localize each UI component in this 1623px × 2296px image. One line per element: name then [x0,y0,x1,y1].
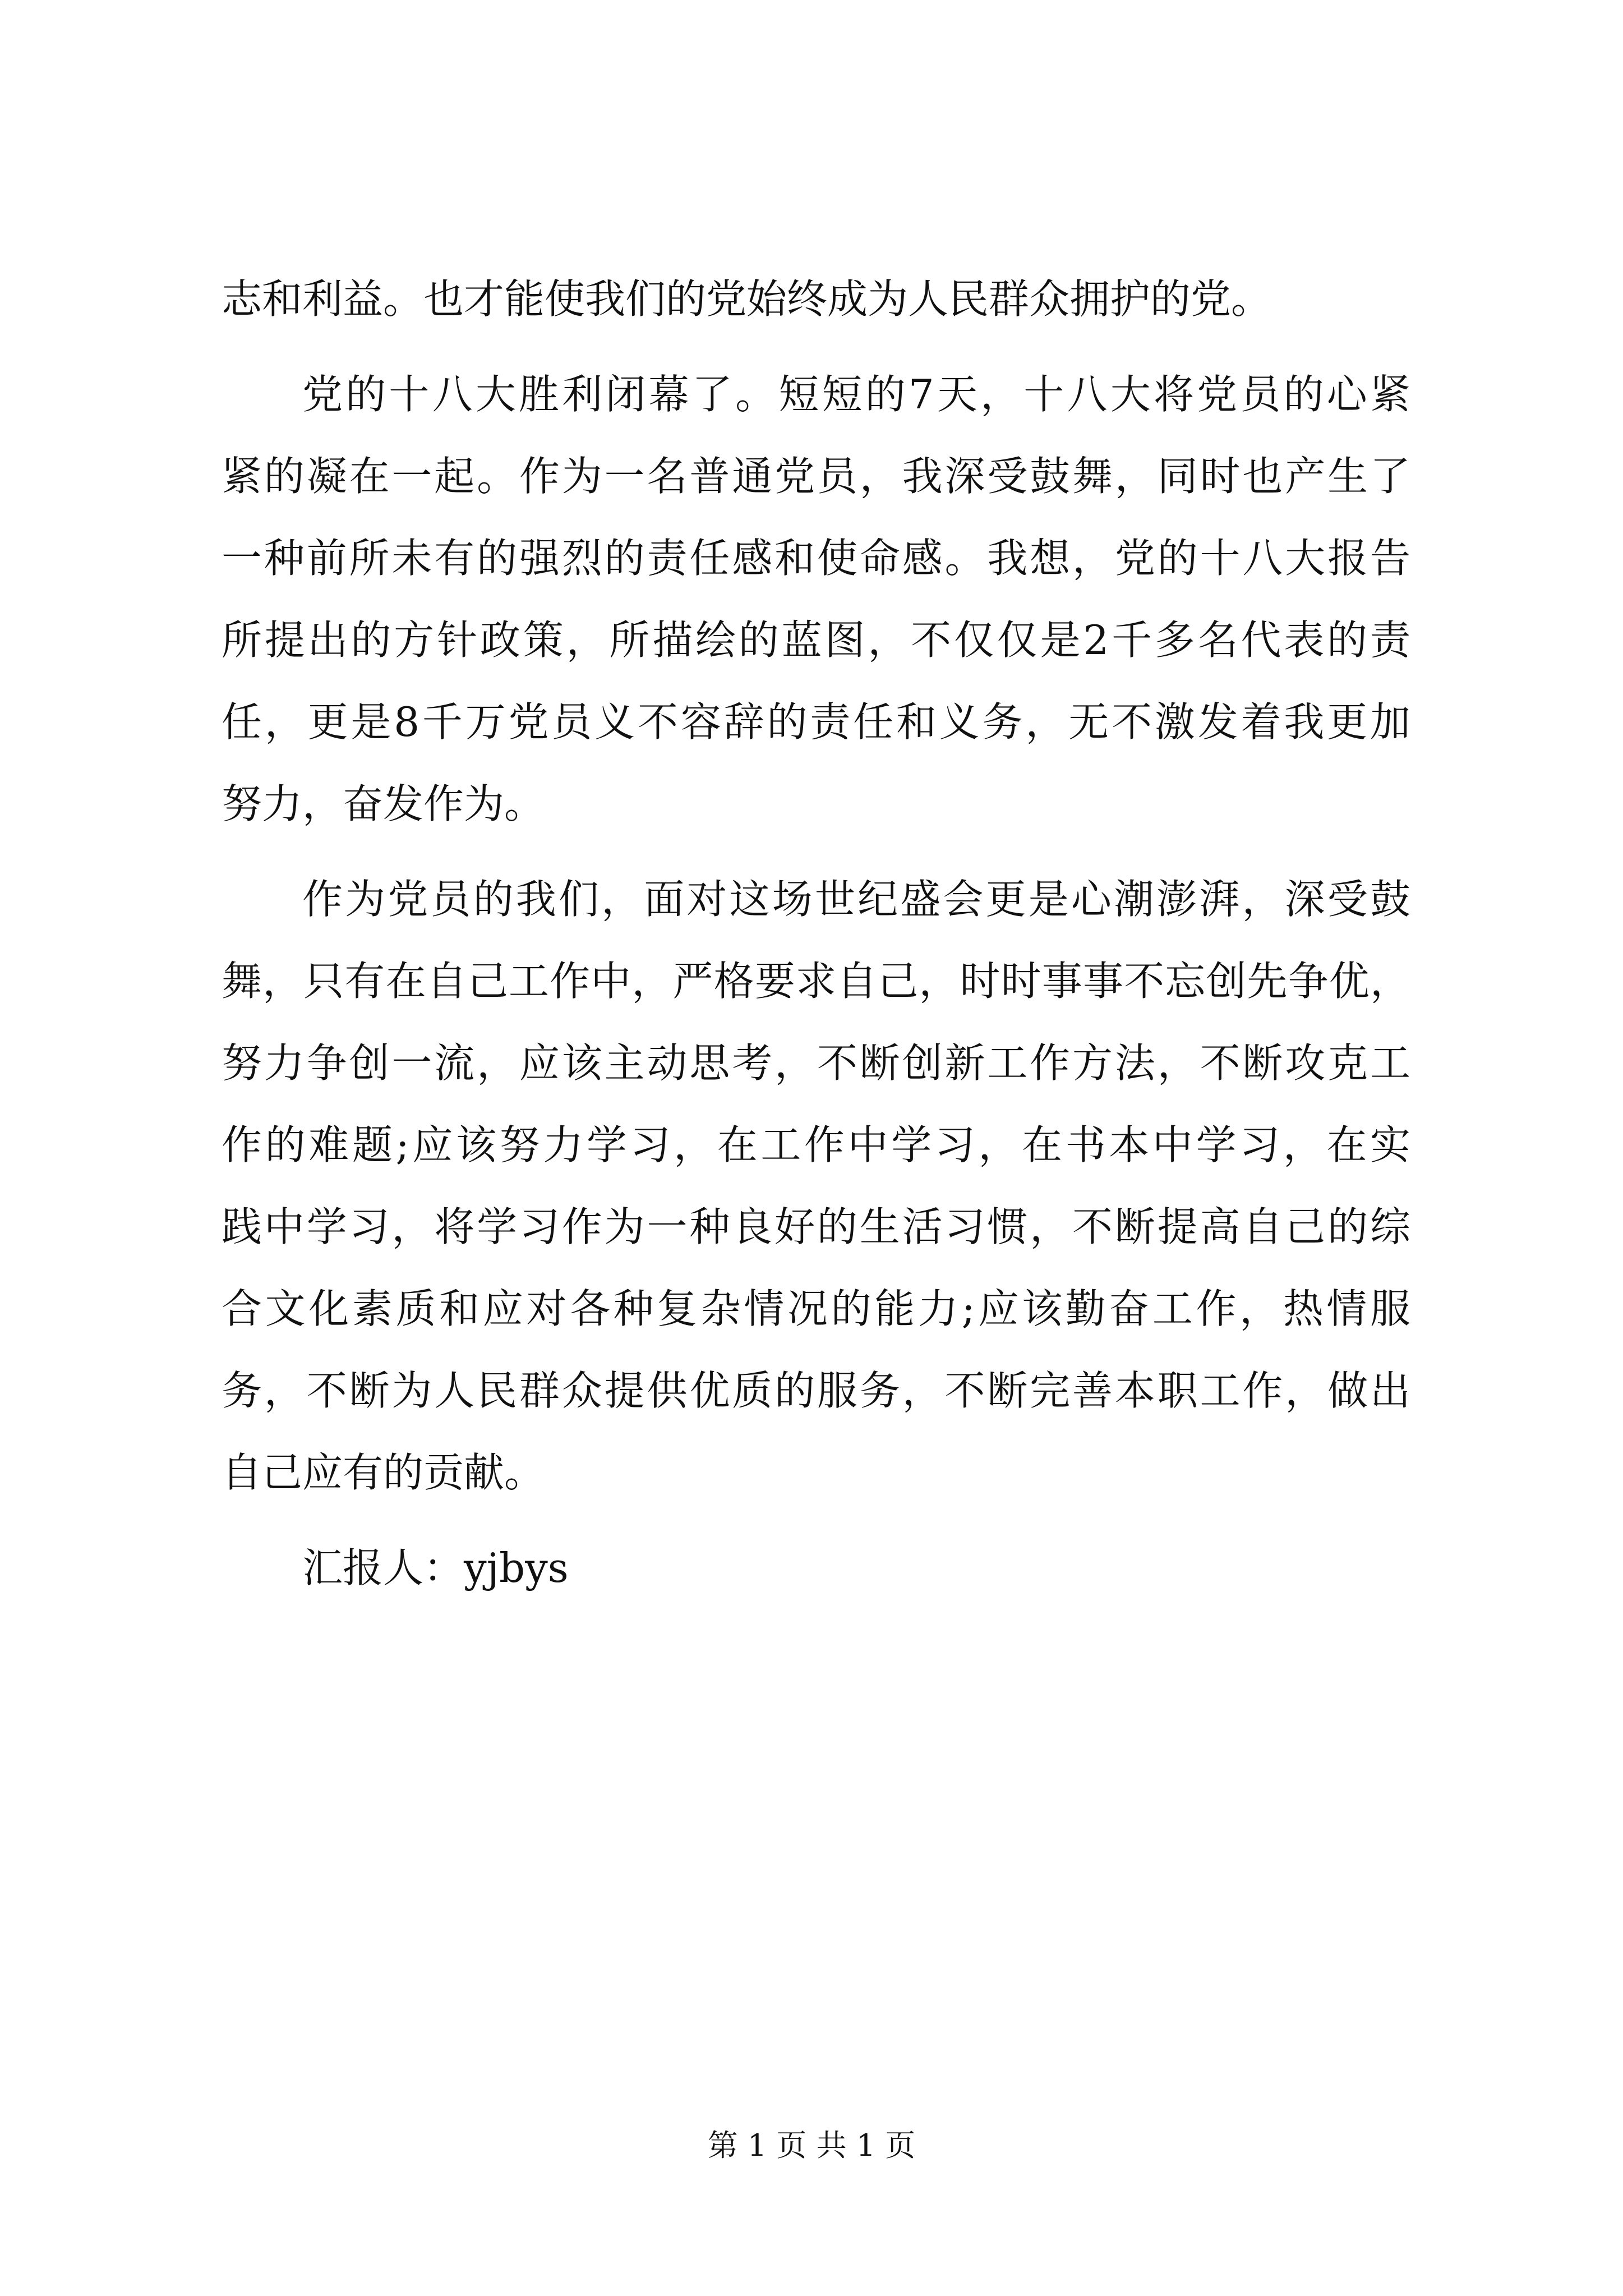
text-line: 任，更是8千万党员义不容辞的责任和义务，无不激发着我更加 [222,698,1410,746]
text-line: 自己应有的贡献。 [222,1449,545,1496]
paragraph-2 [222,353,1410,845]
text-line: 舞，只有在自己工作中，严格要求自己，时时事事不忘创先争优， [222,958,1410,1005]
document-body [222,258,1410,1609]
text-line: 一种前所未有的强烈的责任感和使命感。我想，党的十八大报告 [222,535,1410,582]
text-line: 努力争创一流，应该主动思考，不断创新工作方法，不断攻克工 [222,1039,1410,1087]
text-line: 践中学习，将学习作为一种良好的生活习惯，不断提高自己的综 [222,1203,1410,1250]
text-line: 作为党员的我们，面对这场世纪盛会更是心潮澎湃，深受鼓 [302,876,1410,923]
text-line: 所提出的方针政策，所描绘的蓝图，不仅仅是2千多名代表的责 [222,616,1410,664]
text-line: 志和利益。也才能使我们的党始终成为人民群众拥护的党。 [222,275,1272,323]
text-line: 务，不断为人民群众提供优质的服务，不断完善本职工作，做出 [222,1367,1410,1414]
text-line: 党的十八大胜利闭幕了。短短的7天，十八大将党员的心紧 [302,371,1410,418]
text-line: 作的难题;应该努力学习，在工作中学习，在书本中学习，在实 [222,1121,1410,1168]
reporter-line: 汇报人：yjbys [302,1544,569,1591]
text-line: 紧的凝在一起。作为一名普通党员，我深受鼓舞，同时也产生了 [222,453,1410,500]
paragraph-1 [222,258,1410,340]
text-line: 努力，奋发作为。 [222,780,545,827]
paragraph-3 [222,858,1410,1513]
page-footer: 第 1 页 共 1 页 [707,2128,916,2163]
text-line: 合文化素质和应对各种复杂情况的能力;应该勤奋工作，热情服 [222,1285,1410,1332]
reporter-signature [222,1527,1410,1609]
